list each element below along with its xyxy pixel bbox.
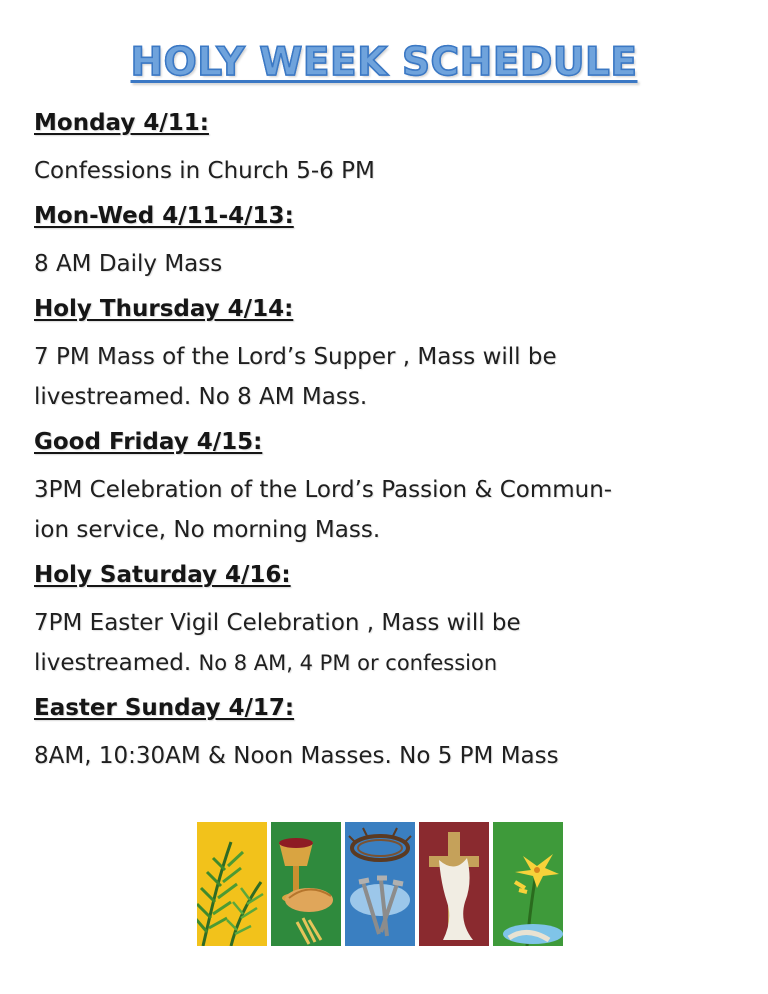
section-line-part: livestreamed. [34,650,192,676]
palm-branches-icon [197,822,267,946]
holy-week-banner-art [197,822,563,946]
lily-icon [493,822,563,946]
section-line: ion service, No morning Mass. [34,517,381,543]
page-title: HOLY WEEK SCHEDULE [130,40,638,85]
section-line: 8 AM Daily Mass [34,251,223,277]
section-body [34,151,734,191]
section-body [34,603,734,683]
cross-shroud-icon [419,822,489,946]
holy-week-banner [197,822,563,946]
schedule-section-holy-thursday [34,294,734,417]
section-body [34,736,734,776]
section-line: 7 PM Mass of the Lord’s Supper , Mass will be [34,344,557,370]
section-body [34,470,734,550]
schedule-section-monday [34,108,734,191]
section-body [34,244,734,284]
section-heading: Monday 4/11: [34,110,209,136]
section-line-part: No 8 AM, 4 PM or confession [198,651,498,675]
section-line: Confessions in Church 5-6 PM [34,158,375,184]
schedule-section-good-friday [34,427,734,550]
schedule-section-holy-saturday [34,560,734,683]
schedule-section-mon-wed [34,201,734,284]
section-heading: Holy Saturday 4/16: [34,562,291,588]
section-line: 7PM Easter Vigil Celebration , Mass will be [34,610,521,636]
section-heading: Holy Thursday 4/14: [34,296,294,322]
schedule-section-easter-sunday [34,693,734,776]
schedule-list [34,108,734,786]
section-line: livestreamed. No 8 AM Mass. [34,384,368,410]
section-line [34,643,734,683]
section-heading: Good Friday 4/15: [34,429,263,455]
section-line: 8AM, 10:30AM & Noon Masses. No 5 PM Mass [34,743,559,769]
section-line: 3PM Celebration of the Lord’s Passion & Commun- [34,477,613,503]
section-body [34,337,734,417]
chalice-bread-icon [271,822,341,946]
crown-of-thorns-nails-icon [345,822,415,946]
section-heading: Mon-Wed 4/11-4/13: [34,203,294,229]
section-heading: Easter Sunday 4/17: [34,695,295,721]
